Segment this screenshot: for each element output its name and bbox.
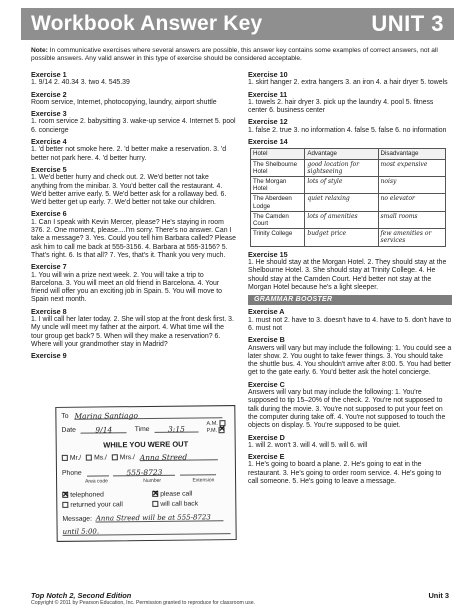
table-header-row <box>251 149 446 159</box>
exercise-answers: 1. I will call her later today. 2. She will stop at the front desk first. 3. My uncle will meet my father at the airport. 4. What time will the tour group get back? 5. When will they make a reservation? 6. Where will your grandmother stay in Madrid? <box>31 316 234 348</box>
exercise-heading: Exercise 1 <box>31 70 67 79</box>
exercise-heading: Exercise 3 <box>31 109 67 119</box>
mrs-checkbox <box>112 454 118 460</box>
exercise-heading: Exercise 14 <box>248 137 288 147</box>
date-label: Date <box>61 426 76 434</box>
to-value: Marina Santiago <box>74 410 222 420</box>
area-code-line <box>86 468 108 476</box>
exercise-heading: Exercise B <box>248 335 285 345</box>
note-text: In communicative exercises where several answers are possible, this answer key contains some examples of correct answers, not all possible answers. Any valid answer in this type of exercise should be considered acceptable. <box>31 47 438 63</box>
exercise-answers: 1. will 2. won't 3. will 4. will 5. will 6. will <box>248 441 368 449</box>
exercise-8 <box>31 308 236 349</box>
column-header: Advantage <box>305 149 378 159</box>
exercise-heading: Exercise 4 <box>31 137 67 147</box>
will-call-back-label: will call back <box>160 500 199 508</box>
disadvantage-cell: noisy <box>378 176 445 193</box>
exercise-9 <box>31 352 236 360</box>
extension-line <box>180 467 216 475</box>
exercise-answers: 1. He should stay at the Morgan Hotel. 2. They should stay at the Shelbourne Hotel. 3. She should stay at Trinity College. 4. He should stay at the Camden Court. He'd better not stay at the Morgan Hotel because he's a light sleeper. <box>248 258 447 291</box>
exercise-answers: 1. false 2. true 3. no information 4. false 5. false 6. no information <box>248 126 447 134</box>
exercise-heading: Exercise 5 <box>31 164 67 174</box>
exercise-4 <box>31 138 236 163</box>
exercise-1 <box>31 71 236 88</box>
exercise-answers: Answers will vary but may include the following: 1. You could see a later show. 2. You ought to take fewer things. 3. You should take the shuttle bus. 4. You shouldn't arrive after 8:00. 5. You had better get to the gate early. 6. You'd better ask the hotel concierge. <box>248 344 452 377</box>
left-column <box>31 69 236 361</box>
ms-label: Ms./ <box>94 454 107 462</box>
exercise-answers: Answers will vary but may include the following: 1. You're supposed to tip 15–20% of the check. 2. You're not supposed to talk during the movie. 3. You're not supposed to put your feet on the computer during take off. 4. You're not supposed to touch the objects on display. 5. You're supposed to be quiet. <box>248 389 446 430</box>
please-call-label: please call <box>160 490 193 498</box>
exercise-heading: Exercise 8 <box>31 306 67 316</box>
exercise-heading: Exercise 2 <box>31 89 67 99</box>
exercise-7 <box>31 263 236 304</box>
slip-message-row <box>62 513 223 523</box>
table-row <box>251 176 446 193</box>
right-column <box>248 69 453 489</box>
will-call-back-checkbox <box>152 501 158 507</box>
book-title: Top Notch 2, Second Edition <box>31 591 132 600</box>
exercise-answers: 1. towels 2. hair dryer 3. pick up the laundry 4. pool 5. fitness center 6. business center <box>248 98 434 115</box>
table-row <box>251 159 446 176</box>
exercise-6 <box>31 210 236 260</box>
slip-title: WHILE YOU WERE OUT <box>103 439 189 450</box>
exercise-2 <box>31 91 236 108</box>
exercise-b <box>248 336 453 377</box>
to-label: To <box>61 412 69 420</box>
check-will-call-back <box>152 500 198 507</box>
page-title: Workbook Answer Key <box>31 12 263 35</box>
page-header <box>21 8 454 40</box>
exercise-e <box>248 453 453 486</box>
hotel-comparison-table <box>250 148 446 246</box>
advantage-cell: budget price <box>305 229 378 246</box>
exercise-heading: Exercise 12 <box>248 117 288 127</box>
table-row <box>251 211 446 228</box>
hotel-cell: The Shelbourne Hotel <box>251 159 305 176</box>
date-value: 9/14 <box>81 425 127 433</box>
exercise-answers: 1. skirt hanger 2. extra hangers 3. an iron 4. a hair dryer 5. towels <box>248 79 448 87</box>
phone-label: Phone <box>61 469 82 477</box>
exercise-heading: Exercise 15 <box>248 249 288 259</box>
message-label: Message: <box>62 515 92 523</box>
am-label: A.M. <box>206 420 218 427</box>
disadvantage-cell: no elevator <box>378 194 445 211</box>
exercise-answers: 1. He's going to board a plane. 2. He's going to eat in the restaurant. 3. He's going to order room service. 4. He's going to call someone. 5. He's going to leave a message. <box>248 461 442 486</box>
disadvantage-cell: most expensive <box>378 159 445 176</box>
time-label: Time <box>134 425 150 434</box>
copyright-notice: Copyright © 2011 by Pearson Education, Inc. Permission granted to reproduce for classroom use. <box>31 600 256 606</box>
exercise-heading: Exercise E <box>248 452 285 462</box>
advantage-cell: quiet relaxing <box>305 194 378 211</box>
exercise-heading: Exercise 10 <box>248 70 288 79</box>
telephoned-checkbox <box>62 492 68 498</box>
check-telephoned <box>62 491 104 498</box>
exercise-answers: Room service, Internet, photocopying, laundry, airport shuttle <box>31 98 217 106</box>
exercise-5 <box>31 166 236 207</box>
hotel-cell: The Morgan Hotel <box>251 176 305 193</box>
message-line-2: until 5:00. <box>63 526 231 536</box>
message-line-1: Anna Streed will be at 555-8723 <box>96 513 224 522</box>
note-paragraph <box>31 47 449 64</box>
hotel-cell: The Aberdeen Lodge <box>251 194 305 211</box>
exercise-heading: Exercise C <box>248 379 285 389</box>
ms-checkbox <box>86 455 92 461</box>
disadvantage-cell: few amenities or services <box>378 229 445 246</box>
exercise-heading: Exercise 6 <box>31 209 67 219</box>
disadvantage-cell: small rooms <box>378 211 445 228</box>
exercise-3 <box>31 110 236 135</box>
area-code-label: Area code <box>85 478 108 485</box>
slip-phone-row <box>62 467 216 477</box>
exercise-answers: 1. Can I speak with Kevin Mercer, please? He's staying in room 376. 2. One moment, please....I'm sorry. There's no answer. Can I take a message? 3. Yes. Could you tell him Barbara called? Please ask him to call me back at 555-3156. 4. Barbara at 555-3156? 5. That's right. 6. Is that all? 7. Yes, that's it. Thank you very much. <box>31 218 236 259</box>
exercise-answers: 1. room service 2. babysitting 3. wake-up service 4. Internet 5. pool 6. concierge <box>31 118 236 134</box>
exercise-answers: 1. must not 2. have to 3. doesn't have to 4. have to 5. don't have to 6. must not <box>248 316 452 332</box>
telephoned-label: telephoned <box>70 491 104 499</box>
please-call-checkbox <box>152 491 158 497</box>
exercise-answers: 1. You will win a prize next week. 2. You will take a trip to Barcelona. 3. You will meet an old friend in Barcelona. 4. Your friend will offer you an exciting job in Spain. 5. You will move to Spain next month. <box>31 271 223 304</box>
exercise-heading: Exercise A <box>248 307 285 317</box>
column-header: Hotel <box>251 149 305 159</box>
column-header: Disadvantage <box>378 149 445 159</box>
exercise-12 <box>248 118 453 135</box>
exercise-heading: Exercise 7 <box>31 262 67 272</box>
phone-value: 555-8723 <box>113 468 175 477</box>
am-pm-boxes <box>206 420 227 435</box>
hotel-cell: The Camden Court <box>251 211 305 228</box>
extension-label: Extension <box>192 477 215 484</box>
exercise-heading: Exercise 11 <box>248 89 288 99</box>
advantage-cell: lots of amenities <box>305 211 378 228</box>
check-please-call <box>152 491 192 498</box>
phone-sublabels <box>85 477 214 484</box>
hotel-cell: Trinity College <box>251 229 305 246</box>
mr-label: Mr./ <box>69 454 82 462</box>
pm-label: P.M. <box>206 428 218 435</box>
exercise-heading: Exercise D <box>248 432 285 442</box>
note-label: Note: <box>31 47 48 54</box>
exercise-11 <box>248 91 453 116</box>
exercise-answers: 1. 9/14 2. 40.34 3. two 4. 545.39 <box>31 79 130 87</box>
pm-checkbox <box>219 428 225 434</box>
phone-message-slip <box>55 405 236 542</box>
exercise-15 <box>248 251 453 292</box>
returned-call-checkbox <box>62 502 68 508</box>
table-row <box>251 229 446 246</box>
exercise-c <box>248 381 453 431</box>
caller-name: Anna Streed <box>140 452 218 461</box>
page-footer <box>31 591 449 606</box>
advantage-cell: lots of style <box>305 176 378 193</box>
number-label: Number <box>143 477 162 485</box>
exercise-14 <box>248 138 453 247</box>
exercise-answers: 1. We'd better hurry and check out. 2. We'd better not take anything from the minibar. 3. You'd better call the restaurant. 4. We'd better arrive early. 5. We'd better ask for a rollaway bed. 6. We'd better get up early. 7. We'd better not take our children. <box>31 174 227 207</box>
mrs-label: Mrs./ <box>119 454 135 462</box>
slip-name-row <box>62 452 218 462</box>
exercise-a <box>248 308 453 333</box>
returned-call-label: returned your call <box>70 501 123 509</box>
exercise-d <box>248 434 453 451</box>
time-value: 3:15 <box>154 424 198 432</box>
exercise-heading: Exercise 9 <box>31 351 67 361</box>
unit-label: UNIT 3 <box>371 11 444 36</box>
footer-unit: Unit 3 <box>428 591 449 600</box>
mr-checkbox <box>62 455 68 461</box>
table-row <box>251 194 446 211</box>
check-returned-call <box>62 501 123 509</box>
advantage-cell: good location for sightseeing <box>305 159 378 176</box>
exercise-10 <box>248 71 453 88</box>
grammar-booster-banner: GRAMMAR BOOSTER <box>248 295 452 305</box>
exercise-answers: 1. 'd better not smoke here. 2. 'd better make a reservation. 3. 'd better not park here. 4. 'd better hurry. <box>31 146 227 162</box>
slip-message-row-2 <box>63 526 231 536</box>
slip-to-row <box>61 410 222 420</box>
